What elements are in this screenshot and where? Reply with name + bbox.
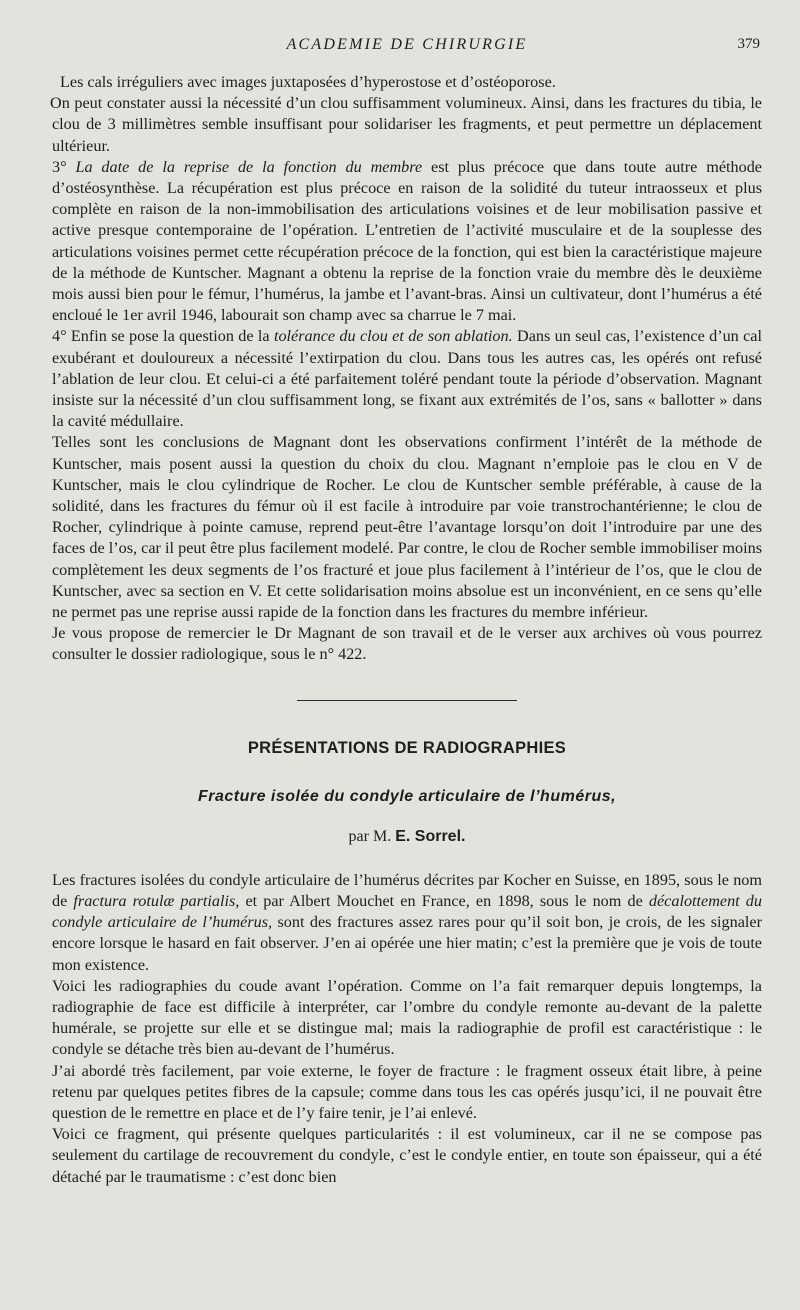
running-head [52,36,762,60]
point-4-heading: tolérance du clou et de son ablation. [273,327,513,346]
intro-text-c: sont des fractures assez rares pour qu’il soit bon, je crois, de les signaler encore lorsque le hasard en fait observer. J’en ai opérée une hier matin; c’est la première que je vois de toute mon existence. [52,913,762,974]
paragraph-cals: Les cals irréguliers avec images juxtaposées d’hyperostose et d’ostéoporose. [60,73,556,91]
running-title: ACADEMIE DE CHIRURGIE [286,36,528,53]
intro-term-kocher: fractura rotulæ partialis, [73,891,240,910]
byline-author: E. Sorrel. [395,827,466,845]
intro-text-a: Les fractures isolées du condyle articulaire de l’humérus décrites par Kocher en Suisse, en 1895, sous le nom de [52,870,762,910]
byline-prefix: par M. [348,827,396,845]
paragraph-point-3 [52,157,762,327]
paragraph-clou-volume [52,93,762,157]
paragraph-operation: J’ai abordé très facilement, par voie externe, le foyer de fracture : le fragment osseux était libre, à peine retenu par quelques petites fibres de la capsule; comme dans tous les cas opérés jusqu’ici, il ne pouvait être question de le remettre en place et de l’y faire tenir, je l’ai enlevé. [52,1061,762,1122]
page-number: 379 [737,36,760,52]
article-body [52,870,762,1188]
intro-term-mouchet: décalottement du condyle articulaire de l’humérus, [52,891,762,932]
point-3-body: est plus précoce que dans toute autre méthode d’ostéosynthèse. La récupération est plus précoce en raison de la solidité du tuteur intraosseux et plus complète en raison de la non-immobilisation des articulations voisines et de leur mobilisation passive et active presque contemporaine de l’opération. L’entretien de l’activité musculaire et de la souplesse des articulations voisines permet cette récupération précoce de la fonction, qui est bien la caractéristique majeure de la méthode de Kuntscher. Magnant a obtenu la reprise de la fonction vraie du membre dès le deuxième mois aussi bien pour le fémur, l’humérus, la jambe et l’avant-bras. Ainsi un cultivateur, dont l’humérus a été encloué le 1er avril 1946, labourait son champ avec sa charrue le 7 mai. [52,157,762,325]
article-continuation [52,72,762,666]
point-3-heading: La date de la reprise de la fonction du membre [75,157,423,176]
paragraph-radiographies: Voici les radiographies du coude avant l’opération. Comme on l’a fait remarquer depuis longtemps, la radiographie de face est difficile à interpréter, car l’ombre du condyle remonte au-devant de la palette humérale, se projette sur elle et se distingue mal; mais la radiographie de profil est caractéristique : le condyle se détache très bien au-devant de l’humérus. [52,976,762,1059]
point-4-number: 4° Enfin se pose la question de la [52,327,274,346]
paragraph-fragment: Voici ce fragment, qui présente quelques particularités : il est volumineux, car il ne se compose pas seulement du cartilage de recouvrement du condyle, c’est le condyle entier, en toute son épaisseur, qui a été détaché par le traumatisme : c’est donc bien [52,1125,762,1186]
paragraph-conclusions: Telles sont les conclusions de Magnant dont les observations confirment l’intérêt de la méthode de Kuntscher, mais posent aussi la question du choix du clou. Magnant n’emploie pas le clou en V de Kuntscher, mais le clou cylindrique de Rocher. Le clou de Kuntscher semble préférable, à cause de la solidité, dans les fractures du fémur où il est facile à introduire par voie transtrochantérienne; le clou de Rocher, cylindrique à pointe camuse, reprend peut-être l’avantage lorsqu’on doit l’introduire par une des faces de l’os, car il peut être plus facilement modelé. Par contre, le clou de Rocher semble immobiliser moins complètement les deux segments de l’os fracturé et joue plus facilement à l’intérieur de l’os, que le clou de Kuntscher, avec sa section en V. Et cette solidarisation moins absolue est un inconvénient, en ce sens qu’elle ne permet pas une reprise aussi rapide de la fonction dans les fractures du membre inférieur. [52,433,762,622]
paragraph-point-4 [52,326,762,432]
paragraph-introduction [52,870,762,976]
section-divider [297,700,517,701]
article-title: Fracture isolée du condyle articulaire de l’humérus, [197,787,617,805]
point-3-number: 3° [52,157,76,176]
intro-text-b: et par Albert Mouchet en France, en 1898, sous le nom de [239,891,649,910]
paragraph-text: On peut constater aussi la nécessité d’un clou suffisamment volumineux. Ainsi, dans les fractures du tibia, le clou de 3 millimètres semble insuffisant pour solidariser les fragments, et peut permettre un déplacement ultérieur. [50,94,762,155]
section-title: PRÉSENTATIONS DE RADIOGRAPHIES [247,738,567,757]
point-4-body: Dans un seul cas, l’existence d’un cal exubérant et douloureux a nécessité l’extirpation du clou. Dans tous les autres cas, les opérés ont refusé l’ablation de leur clou. Et celui-ci a été parfaitement toléré pendant toute la période d’observation. Magnant insiste sur la nécessité d’un clou suffisamment long, se fixant aux extrémités de l’os, sans « ballotter » dans la cavité médullaire. [52,327,762,431]
byline [52,828,762,846]
paragraph-proposal: Je vous propose de remercier le Dr Magnant de son travail et de le verser aux archives où vous pourrez consulter le dossier radiologique, sous le n° 422. [52,624,762,664]
